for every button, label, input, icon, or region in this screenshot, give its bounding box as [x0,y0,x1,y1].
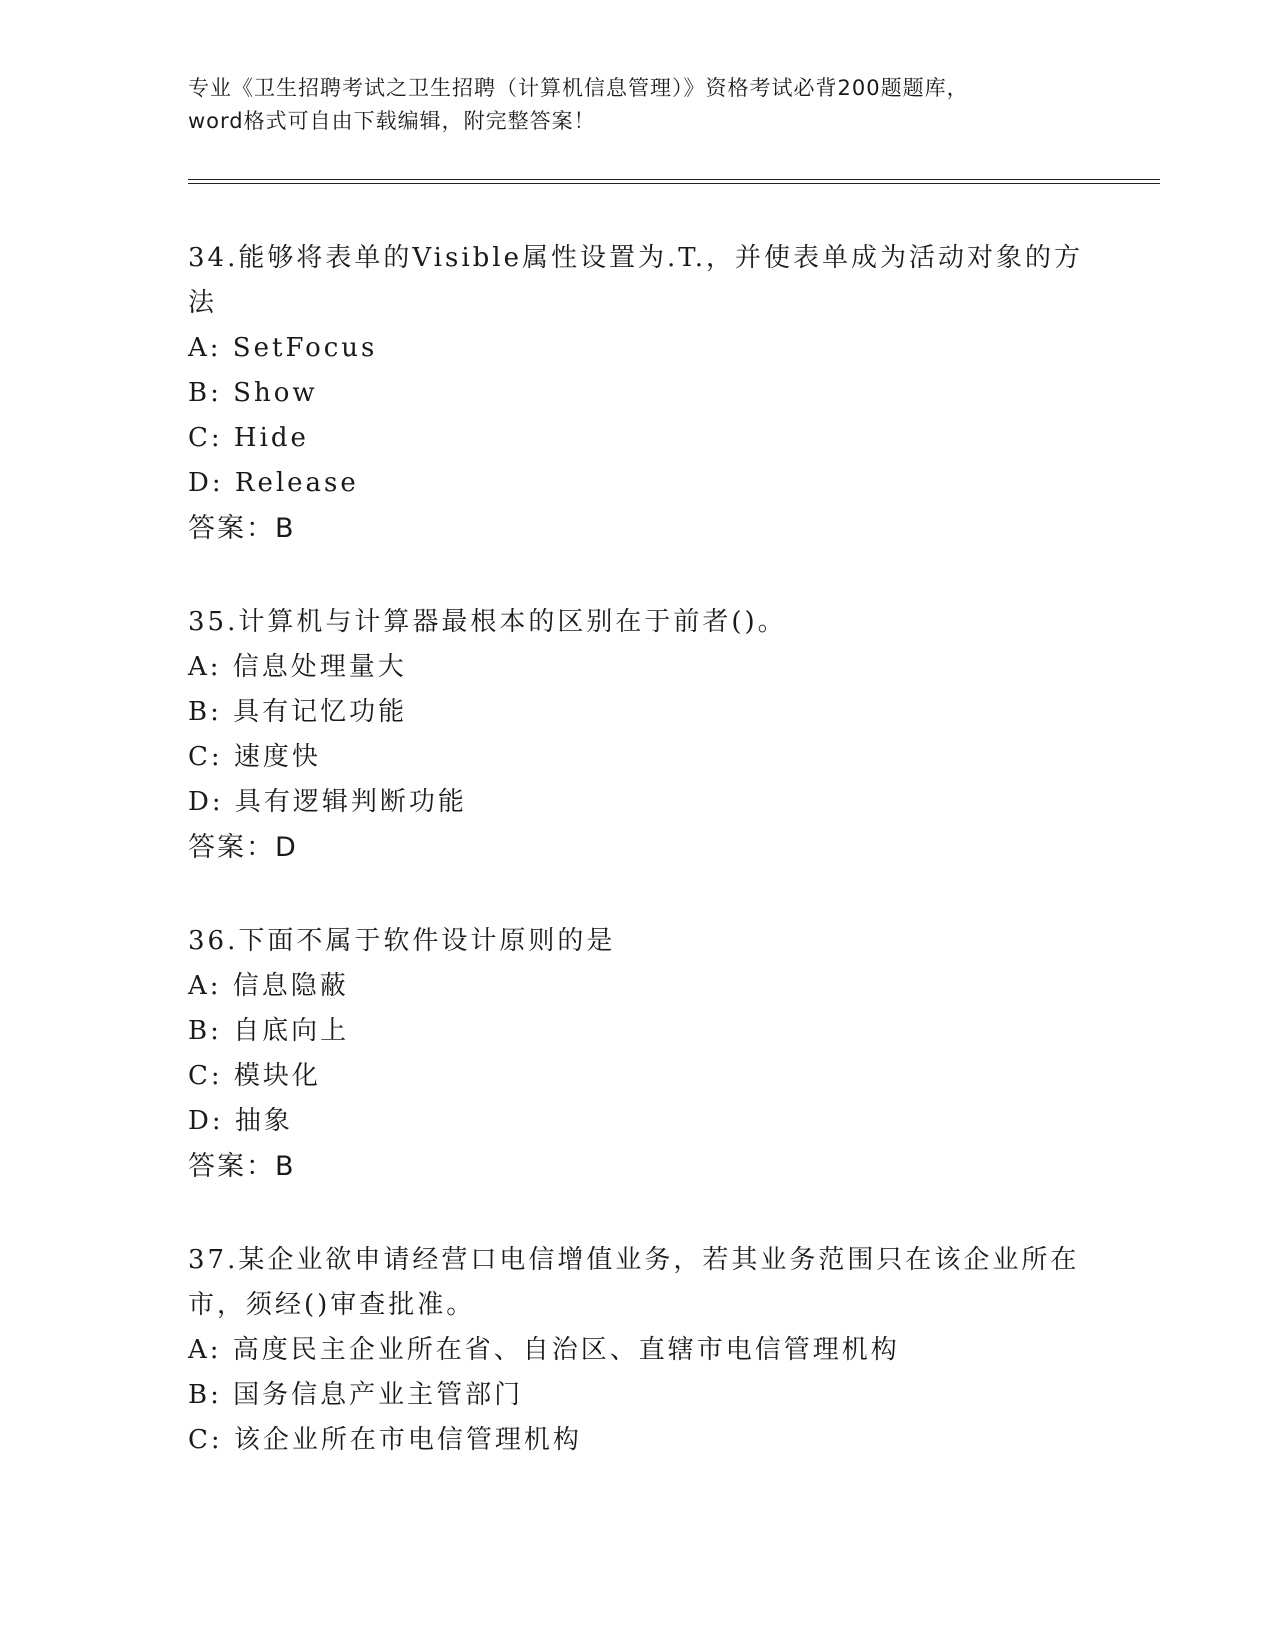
option-c: C: 速度快 [188,742,321,772]
answer: 答案：D [188,832,298,863]
option-b: B: Show [188,378,318,408]
option-c: C: 模块化 [188,1061,321,1091]
option-c: C: 该企业所在市电信管理机构 [188,1425,582,1455]
option-a: A: SetFocus [188,333,378,363]
option-d: D: Release [188,468,359,498]
option-d: D: 具有逻辑判断功能 [188,787,467,817]
question-text: 36.下面不属于软件设计原则的是 [188,926,616,956]
question-37 [188,1238,1088,1463]
question-text: 35.计算机与计算器最根本的区别在于前者()。 [188,607,787,637]
option-c: C: Hide [188,423,309,453]
header-line-2: word格式可自由下载编辑，附完整答案！ [188,109,596,133]
option-b: B: 自底向上 [188,1016,350,1046]
question-35 [188,600,1088,870]
option-a: A: 高度民主企业所在省、自治区、直辖市电信管理机构 [188,1335,900,1365]
header-rule-top [188,179,1160,180]
question-list [188,236,1088,1512]
question-text: 34.能够将表单的Visible属性设置为.T.，并使表单成为活动对象的方法 [188,243,1084,318]
option-b: B: 具有记忆功能 [188,697,408,727]
option-b: B: 国务信息产业主管部门 [188,1380,524,1410]
option-d: D: 抽象 [188,1106,293,1136]
document-header [188,72,1088,138]
option-a: A: 信息隐蔽 [188,971,349,1001]
question-34 [188,236,1088,551]
question-36 [188,919,1088,1189]
option-a: A: 信息处理量大 [188,652,407,682]
answer: 答案：B [188,513,296,544]
question-text: 37.某企业欲申请经营口电信增值业务，若其业务范围只在该企业所在市，须经()审查批准。 [188,1245,1080,1320]
answer: 答案：B [188,1151,296,1182]
header-rule-bottom [188,183,1160,184]
header-line-1: 专业《卫生招聘考试之卫生招聘（计算机信息管理）》资格考试必背200题题库， [188,76,969,100]
